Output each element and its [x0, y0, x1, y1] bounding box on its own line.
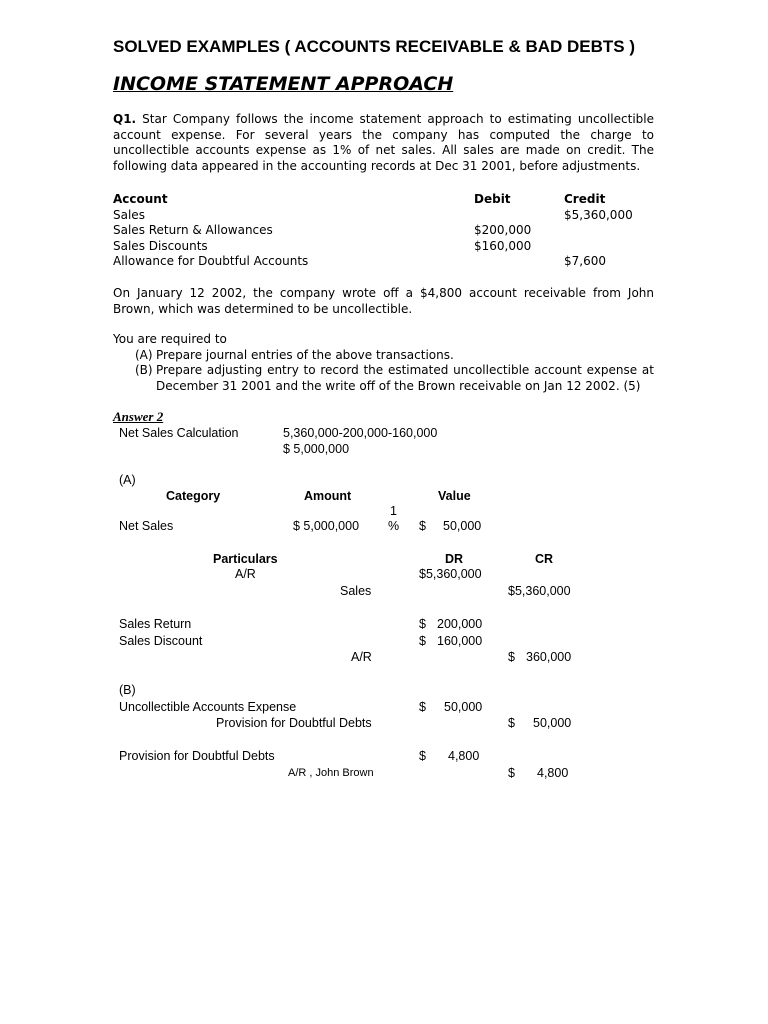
- document-title: SOLVED EXAMPLES ( ACCOUNTS RECEIVABLE & BAD DEBTS ): [113, 37, 635, 56]
- question-label: Q1.: [113, 112, 137, 126]
- journal-dr-amount: 4,800: [448, 749, 480, 763]
- question-paragraph: [113, 112, 654, 174]
- accounts-row-debit: $200,000: [474, 223, 532, 237]
- requirement-marker: (B): [135, 363, 153, 377]
- section-title: INCOME STATEMENT APPROACH: [113, 73, 454, 95]
- calc-header-value: Value: [438, 489, 471, 503]
- journal-header-particulars: Particulars: [213, 552, 278, 566]
- journal-dr-amount: $5,360,000: [419, 567, 482, 581]
- journal-credit-account: Sales: [340, 584, 372, 598]
- net-sales-formula: 5,360,000-200,000-160,000: [283, 426, 438, 440]
- journal-dr-amount: 50,000: [444, 700, 483, 714]
- journal-debit-account: Sales Discount: [119, 634, 203, 648]
- journal-cr-amount: 4,800: [537, 766, 569, 780]
- calc-row-amount: $ 5,000,000: [293, 519, 360, 533]
- accounts-header-account: Account: [113, 192, 168, 206]
- net-sales-result: $ 5,000,000: [283, 442, 350, 456]
- journal-debit-account: Uncollectible Accounts Expense: [119, 700, 297, 714]
- journal-header-cr: CR: [535, 552, 554, 566]
- journal-dr-currency: $: [419, 749, 426, 763]
- question-text: Star Company follows the income statement approach to estimating uncollectible account expense. For several years the company has computed the charge to uncollectible accounts expense as 1% of net sales. All sales are made on credit. The following data appeared in the accounting records at Dec 31 2001, before adjustments.: [113, 112, 654, 173]
- journal-debit-account: Provision for Doubtful Debts: [119, 749, 275, 763]
- journal-debit-account: A/R: [235, 567, 256, 581]
- calc-row-value: 50,000: [443, 519, 482, 533]
- requirement-marker: (A): [135, 347, 153, 362]
- accounts-row-credit: $5,360,000: [564, 208, 633, 222]
- part-b-label: (B): [119, 683, 136, 697]
- requirement-item: [113, 348, 654, 364]
- journal-dr-amount: 200,000: [437, 617, 483, 631]
- accounts-row-account: Sales: [113, 208, 145, 222]
- requirement-text: Prepare journal entries of the above transactions.: [156, 347, 454, 362]
- journal-cr-currency: $: [508, 716, 515, 730]
- journal-header-dr: DR: [445, 552, 464, 566]
- answer-heading: Answer 2: [113, 409, 164, 424]
- calc-row-rate-bottom: %: [388, 519, 400, 533]
- journal-credit-account: A/R , John Brown: [288, 767, 374, 779]
- journal-dr-currency: $: [419, 617, 426, 631]
- calc-row-rate-top: 1: [390, 504, 397, 518]
- accounts-header-credit: Credit: [564, 192, 606, 206]
- journal-dr-amount: 160,000: [437, 634, 483, 648]
- journal-debit-account: Sales Return: [119, 617, 192, 631]
- net-sales-label: Net Sales Calculation: [119, 426, 239, 440]
- part-a-label: (A): [119, 473, 136, 487]
- calc-row-category: Net Sales: [119, 519, 174, 533]
- journal-cr-currency: $: [508, 650, 515, 664]
- writeoff-paragraph: On January 12 2002, the company wrote off a $4,800 account receivable from John Brown, which was determined to be uncollectible.: [113, 286, 654, 316]
- requirement-item: [113, 363, 654, 394]
- requirements-intro: You are required to: [113, 332, 227, 346]
- journal-credit-account: Provision for Doubtful Debts: [216, 716, 372, 730]
- accounts-row-account: Allowance for Doubtful Accounts: [113, 254, 309, 268]
- journal-cr-amount: 360,000: [526, 650, 572, 664]
- requirement-text: Prepare adjusting entry to record the estimated uncollectible account expense at December 31 2001 and the write off of the Brown receivable on Jan 12 2002. (5): [156, 363, 654, 393]
- journal-cr-amount: 50,000: [533, 716, 572, 730]
- accounts-row-credit: $7,600: [564, 254, 606, 268]
- accounts-row-debit: $160,000: [474, 239, 532, 253]
- calc-header-category: Category: [166, 489, 221, 503]
- journal-cr-amount: $5,360,000: [508, 584, 571, 598]
- accounts-header-debit: Debit: [474, 192, 511, 206]
- journal-dr-currency: $: [419, 634, 426, 648]
- accounts-row-account: Sales Discounts: [113, 239, 208, 253]
- requirements-list: [113, 332, 654, 394]
- journal-credit-account: A/R: [351, 650, 372, 664]
- journal-dr-currency: $: [419, 700, 426, 714]
- calc-header-amount: Amount: [304, 489, 352, 503]
- accounts-row-account: Sales Return & Allowances: [113, 223, 273, 237]
- calc-row-currency: $: [419, 519, 426, 533]
- journal-cr-currency: $: [508, 766, 515, 780]
